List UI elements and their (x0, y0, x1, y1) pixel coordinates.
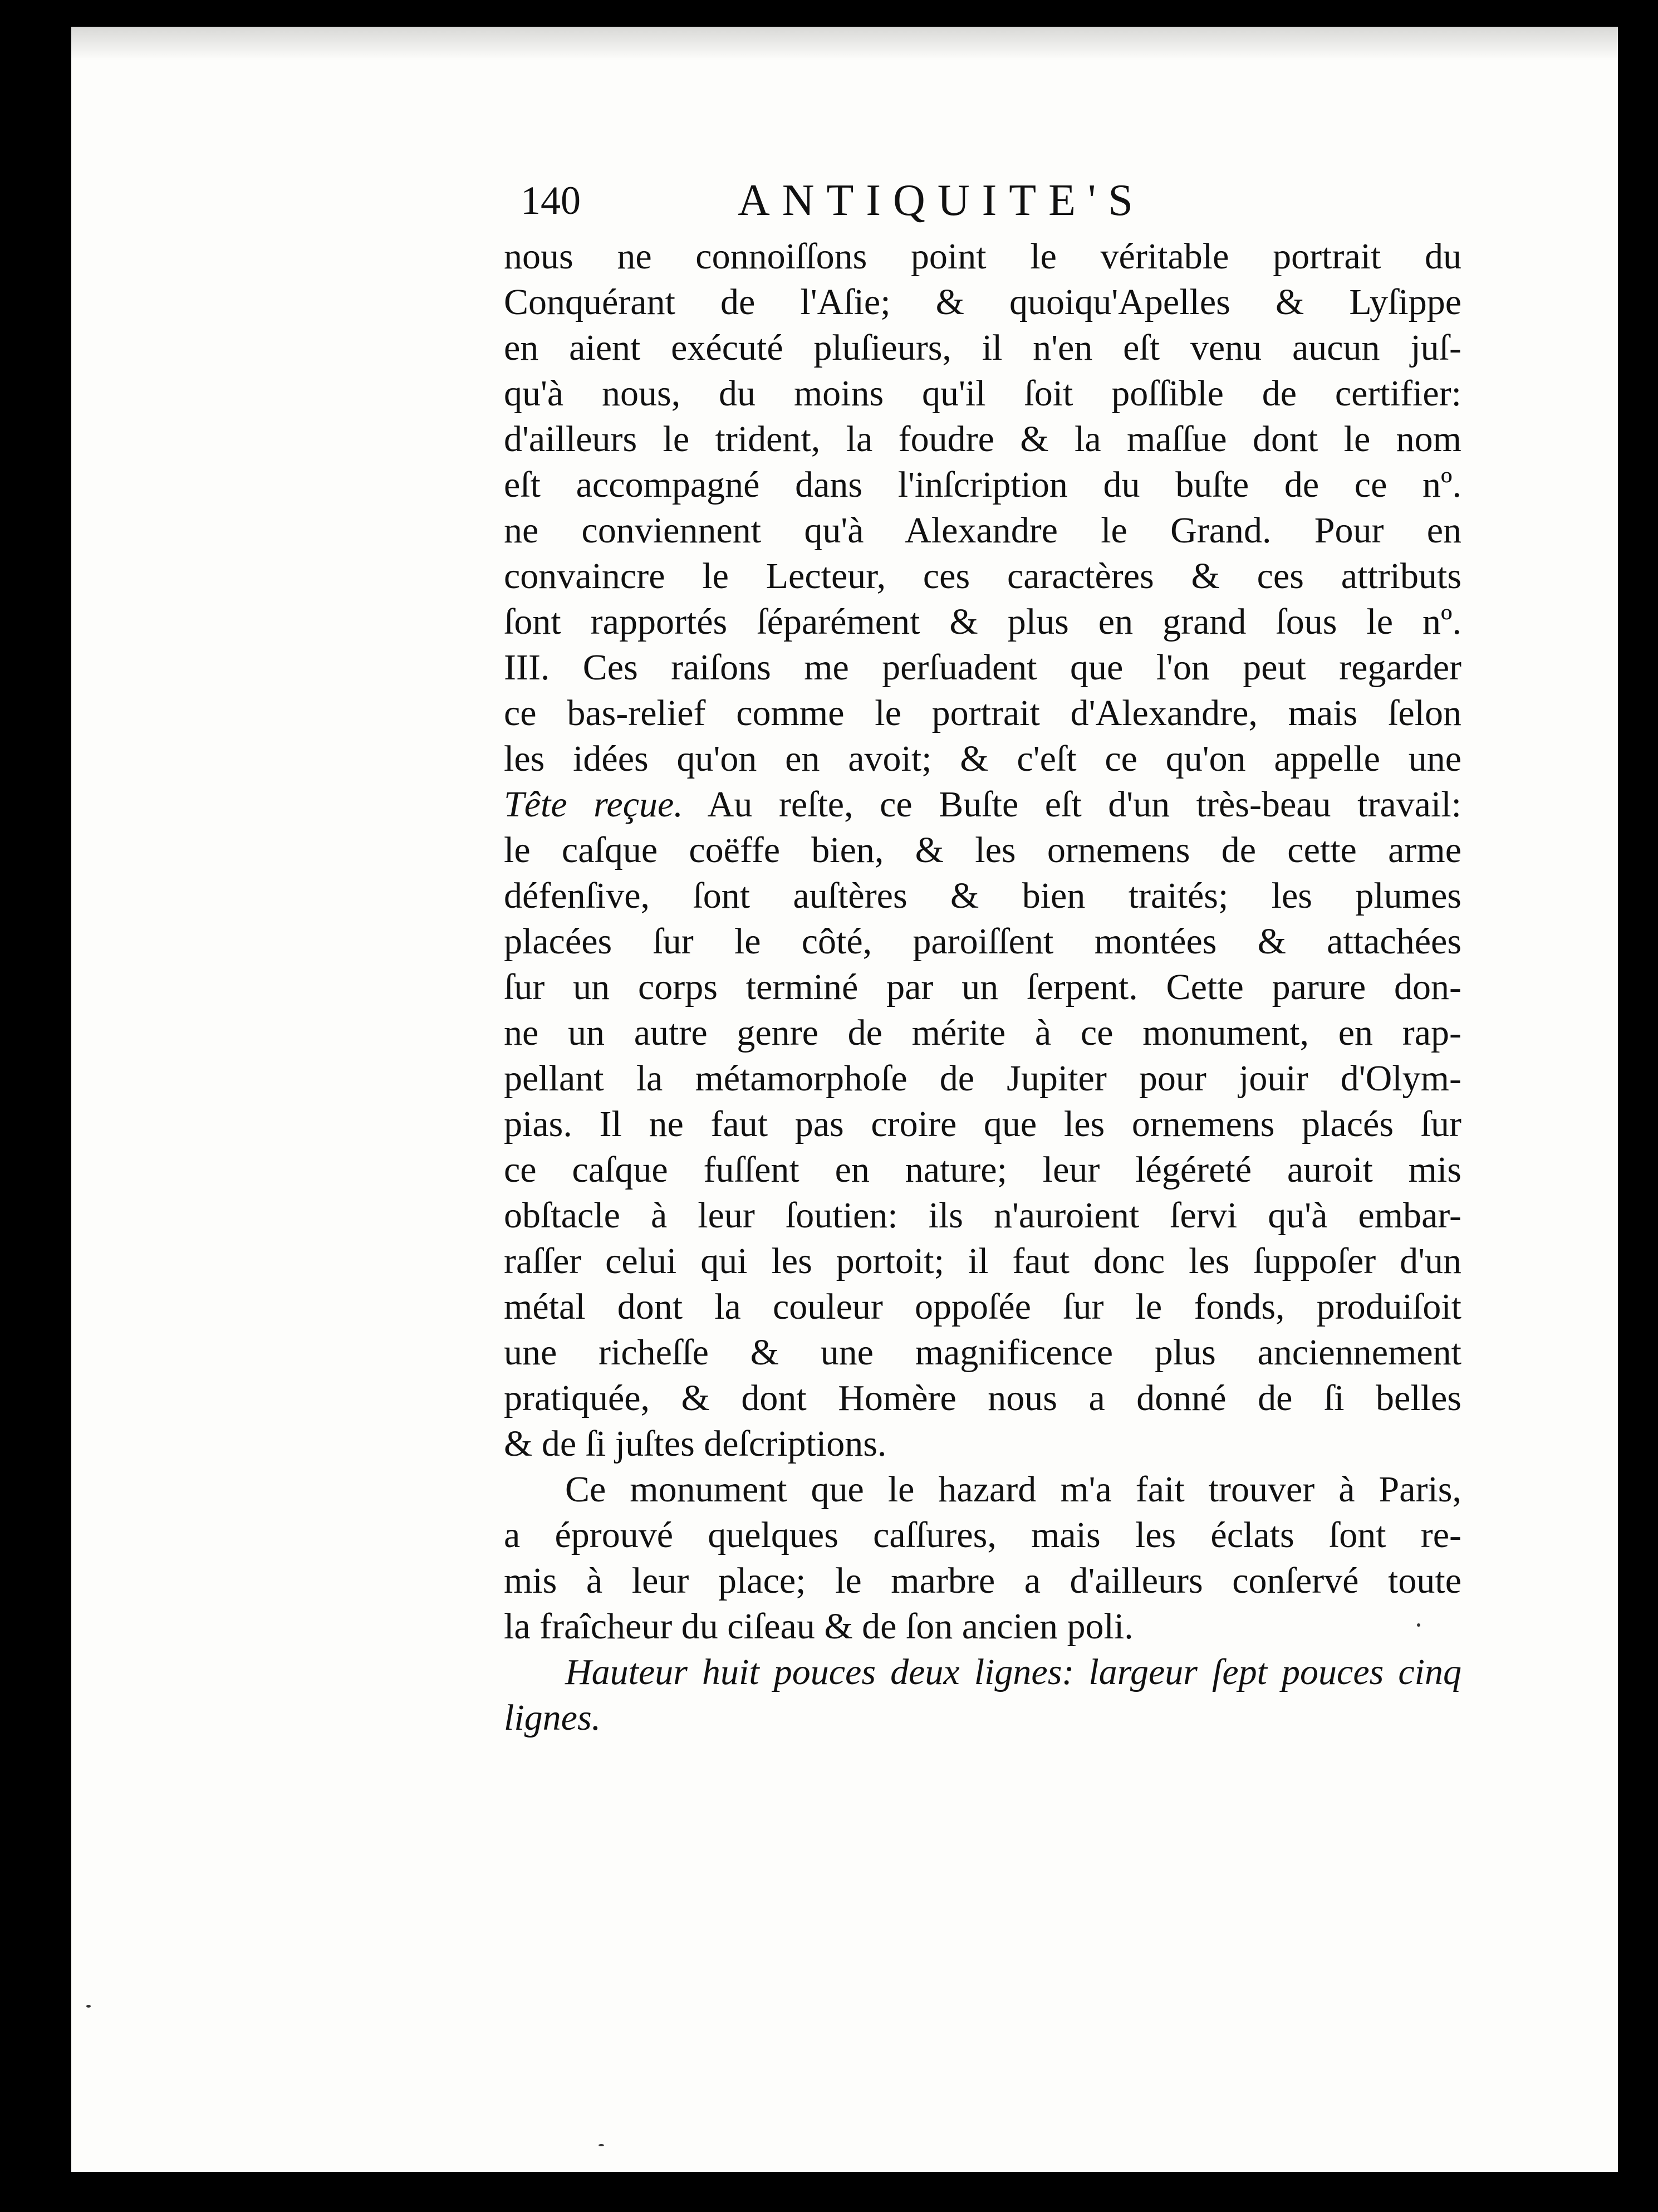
page-edge-noise (71, 27, 1618, 60)
text-line: ce caſque fuſſent en nature; leur légéreté auroit mis (504, 1149, 1461, 1190)
page-number: 140 (521, 178, 581, 223)
page-header (521, 167, 1456, 234)
text-line: une richeſſe & une magnificence plus anciennement (504, 1332, 1461, 1373)
text-line: convaincre le Lecteur, ces caractères & ces attributs (504, 556, 1461, 596)
text-line: & de ſi juſtes deſcriptions. (504, 1423, 887, 1464)
text-line: ſont rapportés ſéparément & plus en grand ſous le nº. (504, 601, 1461, 642)
scan-speck (1417, 1623, 1420, 1627)
text-line: métal dont la couleur oppoſée ſur le fonds, produiſoit (504, 1286, 1461, 1327)
text-line: le caſque coëffe bien, & les ornemens de cette arme (504, 830, 1461, 870)
text-line: obſtacle à leur ſoutien: ils n'auroient ſervi qu'à embar- (504, 1195, 1461, 1236)
text-line: Ce monument que le hazard m'a fait trouver à Paris, (565, 1469, 1461, 1510)
text-line: a éprouvé quelques caſſures, mais les éclats ſont re- (504, 1515, 1461, 1555)
text-line: eſt accompagné dans l'inſcription du buſte de ce nº. (504, 464, 1461, 505)
text-line: nous ne connoiſſons point le véritable portrait du (504, 236, 1461, 277)
text-line: ſur un corps terminé par un ſerpent. Cette parure don- (504, 967, 1461, 1007)
text-line: ne un autre genre de mérite à ce monument, en rap- (504, 1012, 1461, 1053)
text-line: ne conviennent qu'à Alexandre le Grand. Pour en (504, 510, 1461, 551)
text-line: raſſer celui qui les portoit; il faut donc les ſuppoſer d'un (504, 1241, 1461, 1281)
text-line: mis à leur place; le marbre a d'ailleurs conſervé toute (504, 1560, 1461, 1601)
text-line: en aient exécuté pluſieurs, il n'en eſt venu aucun juſ- (504, 327, 1461, 368)
text-line-rest: Au reſte, ce Buſte eſt d'un très-beau travail: (683, 784, 1461, 825)
text-line: pratiquée, & dont Homère nous a donné de ſi belles (504, 1378, 1461, 1418)
text-line: la fraîcheur du ciſeau & de ſon ancien poli. (504, 1606, 1134, 1647)
text-line: pellant la métamorphoſe de Jupiter pour jouir d'Olym- (504, 1058, 1461, 1099)
body-text (504, 234, 1461, 1741)
scan-speck (86, 2005, 91, 2008)
running-title: ANTIQUITE'S (738, 176, 1145, 225)
text-line: les idées qu'on en avoit; & c'eſt ce qu'on appelle une (504, 738, 1461, 779)
scan-speck (599, 2144, 604, 2146)
text-line: placées ſur le côté, paroiſſent montées & attachées (504, 921, 1461, 962)
dimensions-line: lignes. (504, 1697, 601, 1738)
text-line: d'ailleurs le trident, la foudre & la maſſue dont le nom (504, 419, 1461, 459)
text-line: défenſive, ſont auſtères & bien traités; les plumes (504, 875, 1461, 916)
text-line: qu'à nous, du moins qu'il ſoit poſſible de certifier: (504, 373, 1461, 414)
dimensions-line: Hauteur huit pouces deux lignes: largeur ſept pouces cinq (565, 1652, 1461, 1692)
text-line: pias. Il ne faut pas croire que les ornemens placés ſur (504, 1104, 1461, 1144)
text-line: Conquérant de l'Aſie; & quoiqu'Apelles & Lyſippe (504, 282, 1461, 322)
text-line-tete-recue (504, 782, 1461, 828)
italic-term: Tête reçue. (504, 784, 683, 825)
text-line: III. Ces raiſons me perſuadent que l'on peut regarder (504, 647, 1461, 688)
text-line: ce bas-relief comme le portrait d'Alexandre, mais ſelon (504, 693, 1461, 733)
